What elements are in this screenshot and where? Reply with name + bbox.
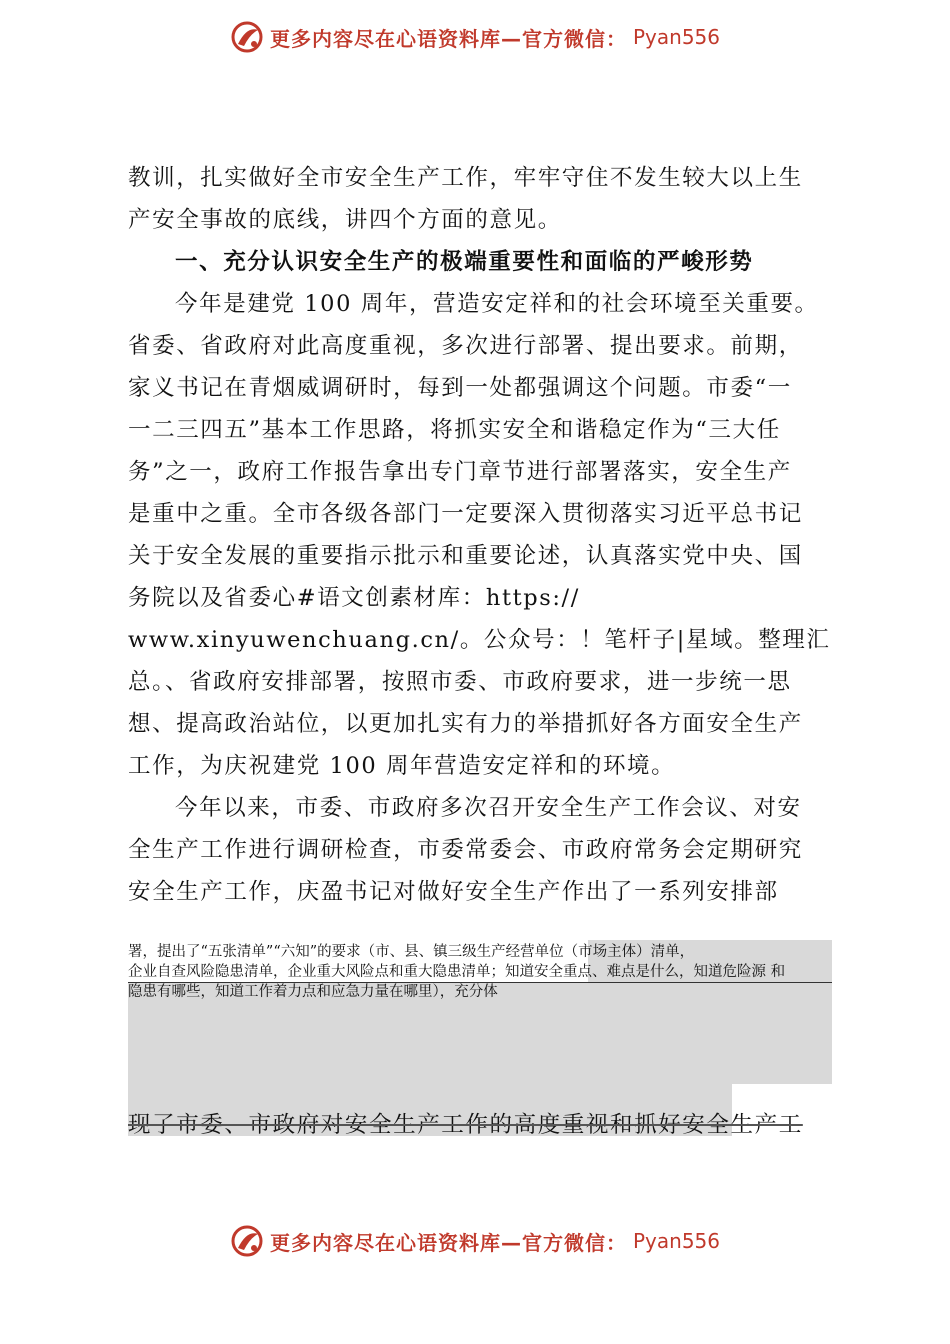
banner-text: 更多内容尽在心语资料库—官方微信： [269, 26, 627, 51]
brand-logo-icon [230, 1224, 264, 1258]
paragraph-line: 是重中之重。全市各级各部门一定要深入贯彻落实习近平总书记 [128, 501, 803, 527]
paragraph-line: 全生产工作进行调研检查，市委常委会、市政府常务会定期研究 [128, 837, 803, 863]
paragraph-line: 教训，扎实做好全市安全生产工作，牢牢守住不发生较大以上生 [128, 165, 803, 191]
section-heading: 一、充分认识安全生产的极端重要性和面临的严峻形势 [175, 249, 754, 275]
paragraph-line: 家义书记在青烟威调研时，每到一处都强调这个问题。市委“一 [128, 375, 792, 401]
banner-account: Pyan556 [632, 25, 720, 49]
header-banner [0, 12, 950, 62]
document-body [128, 157, 848, 913]
note-text [128, 942, 832, 1002]
paragraph-line: 一二三四五”基本工作思路，将抓实安全和谐稳定作为“三大任 [128, 417, 781, 443]
paragraph-line: 安全生产工作，庆盈书记对做好安全生产作出了一系列安排部 [128, 879, 779, 905]
banner-text: 更多内容尽在心语资料库—官方微信： [269, 1230, 627, 1255]
paragraph-line: 今年是建党 100 周年，营造安定祥和的社会环境至关重要。 [175, 291, 819, 317]
brand-logo-icon [230, 20, 264, 54]
paragraph-line: 关于安全发展的重要指示批示和重要论述，认真落实党中央、国 [128, 543, 803, 569]
paragraph-line: 产安全事故的底线，讲四个方面的意见。 [128, 207, 562, 233]
paragraph-line: 务院以及省委心#语文创素材库：https:// [128, 585, 580, 611]
paragraph-line: 务”之一，政府工作报告拿出专门章节进行部署落实，安全生产 [128, 459, 792, 485]
banner-account: Pyan556 [632, 1229, 720, 1253]
note-line: 署，提出了“五张清单”“六知”的要求（市、县、镇三级生产经营单位（市场主体）清单， [128, 944, 695, 960]
footer-banner [0, 1216, 950, 1266]
paragraph-line: 省委、省政府对此高度重视，多次进行部署、提出要求。前期， [128, 333, 803, 359]
note-line: 企业自查风险隐患清单，企业重大风险点和重大隐患清单；知道安全重点、难点是什么，知道危险源 和 [128, 964, 786, 980]
paragraph-line: 总。、省政府安排部署，按照市委、市政府要求，进一步统一思 [128, 669, 792, 695]
paragraph-line: www.xinyuwenchuang.cn/。公众号：！笔杆子|星域。整理汇 [128, 627, 831, 653]
struck-line: 现了市委、市政府对安全生产工作的高度重视和抓好安全生产工 [128, 1112, 803, 1138]
paragraph-line: 想、提高政治站位，以更加扎实有力的举措抓好各方面安全生产 [128, 711, 803, 737]
note-line: 隐患有哪些，知道工作着力点和应急力量在哪里），充分体 [128, 984, 498, 1000]
paragraph-line: 工作，为庆祝建党 100 周年营造安定祥和的环境。 [128, 753, 676, 779]
paragraph-line: 今年以来，市委、市政府多次召开安全生产工作会议、对安 [175, 795, 802, 821]
